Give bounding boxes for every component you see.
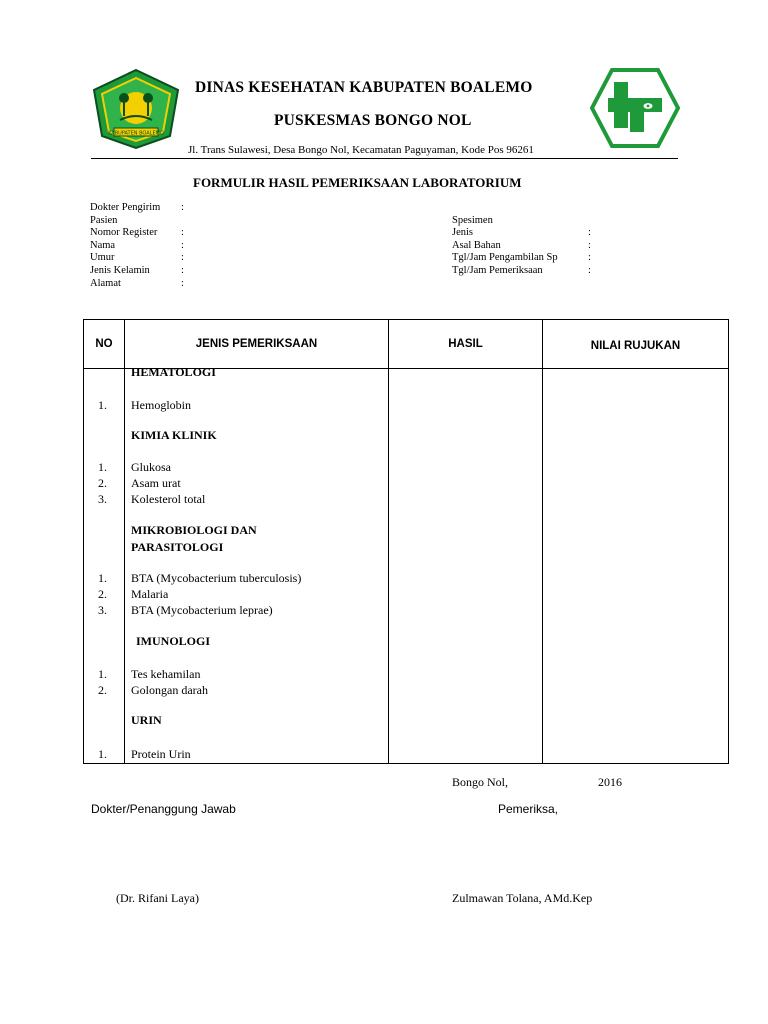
footer-right-name: Zulmawan Tolana, AMd.Kep bbox=[452, 891, 593, 905]
kabupaten-boalemo-emblem bbox=[90, 68, 182, 150]
row-number: 1. bbox=[98, 571, 107, 585]
item-bta-leprae: BTA (Mycobacterium leprae) bbox=[131, 603, 273, 617]
patient-fields bbox=[90, 202, 160, 290]
row-number: 2. bbox=[98, 587, 107, 601]
row-number: 1. bbox=[98, 460, 107, 474]
header-no: NO bbox=[84, 320, 125, 369]
item-asam-urat: Asam urat bbox=[131, 476, 181, 490]
row-number: 3. bbox=[98, 603, 107, 617]
table-header-row bbox=[84, 320, 729, 369]
item-hemoglobin: Hemoglobin bbox=[131, 398, 191, 412]
patient-colons bbox=[181, 202, 184, 290]
header-reference: NILAI RUJUKAN bbox=[543, 320, 729, 369]
colon: : bbox=[181, 202, 184, 213]
footer-left-name: (Dr. Rifani Laya) bbox=[116, 891, 199, 905]
header-exam: JENIS PEMERIKSAAN bbox=[125, 320, 389, 369]
field-label-register: Nomor Register bbox=[90, 227, 158, 239]
footer-place: Bongo Nol, bbox=[452, 775, 509, 789]
field-label-pasien: Pasien bbox=[90, 214, 118, 226]
field-label-dokter: Dokter Pengirim bbox=[90, 202, 161, 213]
item-protein-urin: Protein Urin bbox=[131, 747, 191, 761]
row-number: 3. bbox=[98, 492, 107, 506]
puskesmas-logo bbox=[590, 68, 680, 148]
footer-left-role: Dokter/Penanggung Jawab bbox=[91, 802, 236, 816]
logo-ribbon-text: KABUPATEN BOALEMO bbox=[108, 130, 164, 137]
colon: : bbox=[181, 227, 184, 239]
field-label-asal-bahan: Asal Bahan bbox=[452, 239, 501, 251]
header-address: Jl. Trans Sulawesi, Desa Bongo Nol, Kecamatan Paguyaman, Kode Pos 96261 bbox=[188, 144, 534, 156]
field-label-nama: Nama bbox=[90, 239, 116, 251]
section-parasitologi: PARASITOLOGI bbox=[131, 540, 224, 554]
colon: : bbox=[588, 264, 591, 276]
no-column bbox=[84, 369, 125, 764]
item-bta-tb: BTA (Mycobacterium tuberculosis) bbox=[131, 571, 302, 585]
row-number: 1. bbox=[98, 747, 107, 761]
colon: : bbox=[181, 252, 184, 264]
row-number: 2. bbox=[98, 476, 107, 490]
section-imunologi: IMUNOLOGI bbox=[136, 634, 211, 648]
field-label-umur: Umur bbox=[90, 252, 115, 264]
item-kolesterol: Kolesterol total bbox=[131, 492, 206, 506]
colon: : bbox=[588, 252, 591, 264]
colon: : bbox=[181, 239, 184, 251]
item-glukosa: Glukosa bbox=[131, 460, 171, 474]
section-hematologi: HEMATOLOGI bbox=[131, 365, 216, 379]
colon: : bbox=[181, 277, 184, 289]
field-label-alamat: Alamat bbox=[90, 277, 121, 289]
section-mikrobiologi: MIKROBIOLOGI DAN bbox=[131, 523, 257, 537]
colon: : bbox=[588, 239, 591, 251]
header-title: DINAS KESEHATAN KABUPATEN BOALEMO bbox=[195, 79, 533, 96]
row-number: 1. bbox=[98, 398, 107, 412]
result-cell[interactable] bbox=[389, 369, 543, 764]
colon: : bbox=[181, 264, 184, 276]
footer-year: 2016 bbox=[598, 775, 622, 789]
row-number: 1. bbox=[98, 667, 107, 681]
item-tes-kehamilan: Tes kehamilan bbox=[131, 667, 201, 681]
field-label-kelamin: Jenis Kelamin bbox=[90, 264, 150, 276]
item-malaria: Malaria bbox=[131, 587, 169, 601]
header-subtitle: PUSKESMAS BONGO NOL bbox=[274, 112, 472, 129]
field-label-jenis: Jenis bbox=[452, 227, 473, 239]
section-urin: URIN bbox=[131, 713, 162, 727]
header-divider bbox=[91, 158, 678, 159]
colon: : bbox=[588, 227, 591, 239]
form-title: FORMULIR HASIL PEMERIKSAAN LABORATORIUM bbox=[193, 175, 522, 190]
section-kimia-klinik: KIMIA KLINIK bbox=[131, 428, 217, 442]
field-label-spesimen: Spesimen bbox=[452, 214, 493, 226]
row-number: 2. bbox=[98, 683, 107, 697]
field-label-tgl-pemeriksaan: Tgl/Jam Pemeriksaan bbox=[452, 264, 543, 276]
reference-cell[interactable] bbox=[543, 369, 729, 764]
specimen-fields bbox=[452, 215, 558, 278]
footer-right-role: Pemeriksa, bbox=[498, 802, 559, 816]
specimen-colons bbox=[588, 227, 591, 277]
header-result: HASIL bbox=[389, 320, 543, 369]
field-label-tgl-pengambilan: Tgl/Jam Pengambilan Sp bbox=[452, 252, 558, 264]
item-golongan-darah: Golongan darah bbox=[131, 683, 208, 697]
